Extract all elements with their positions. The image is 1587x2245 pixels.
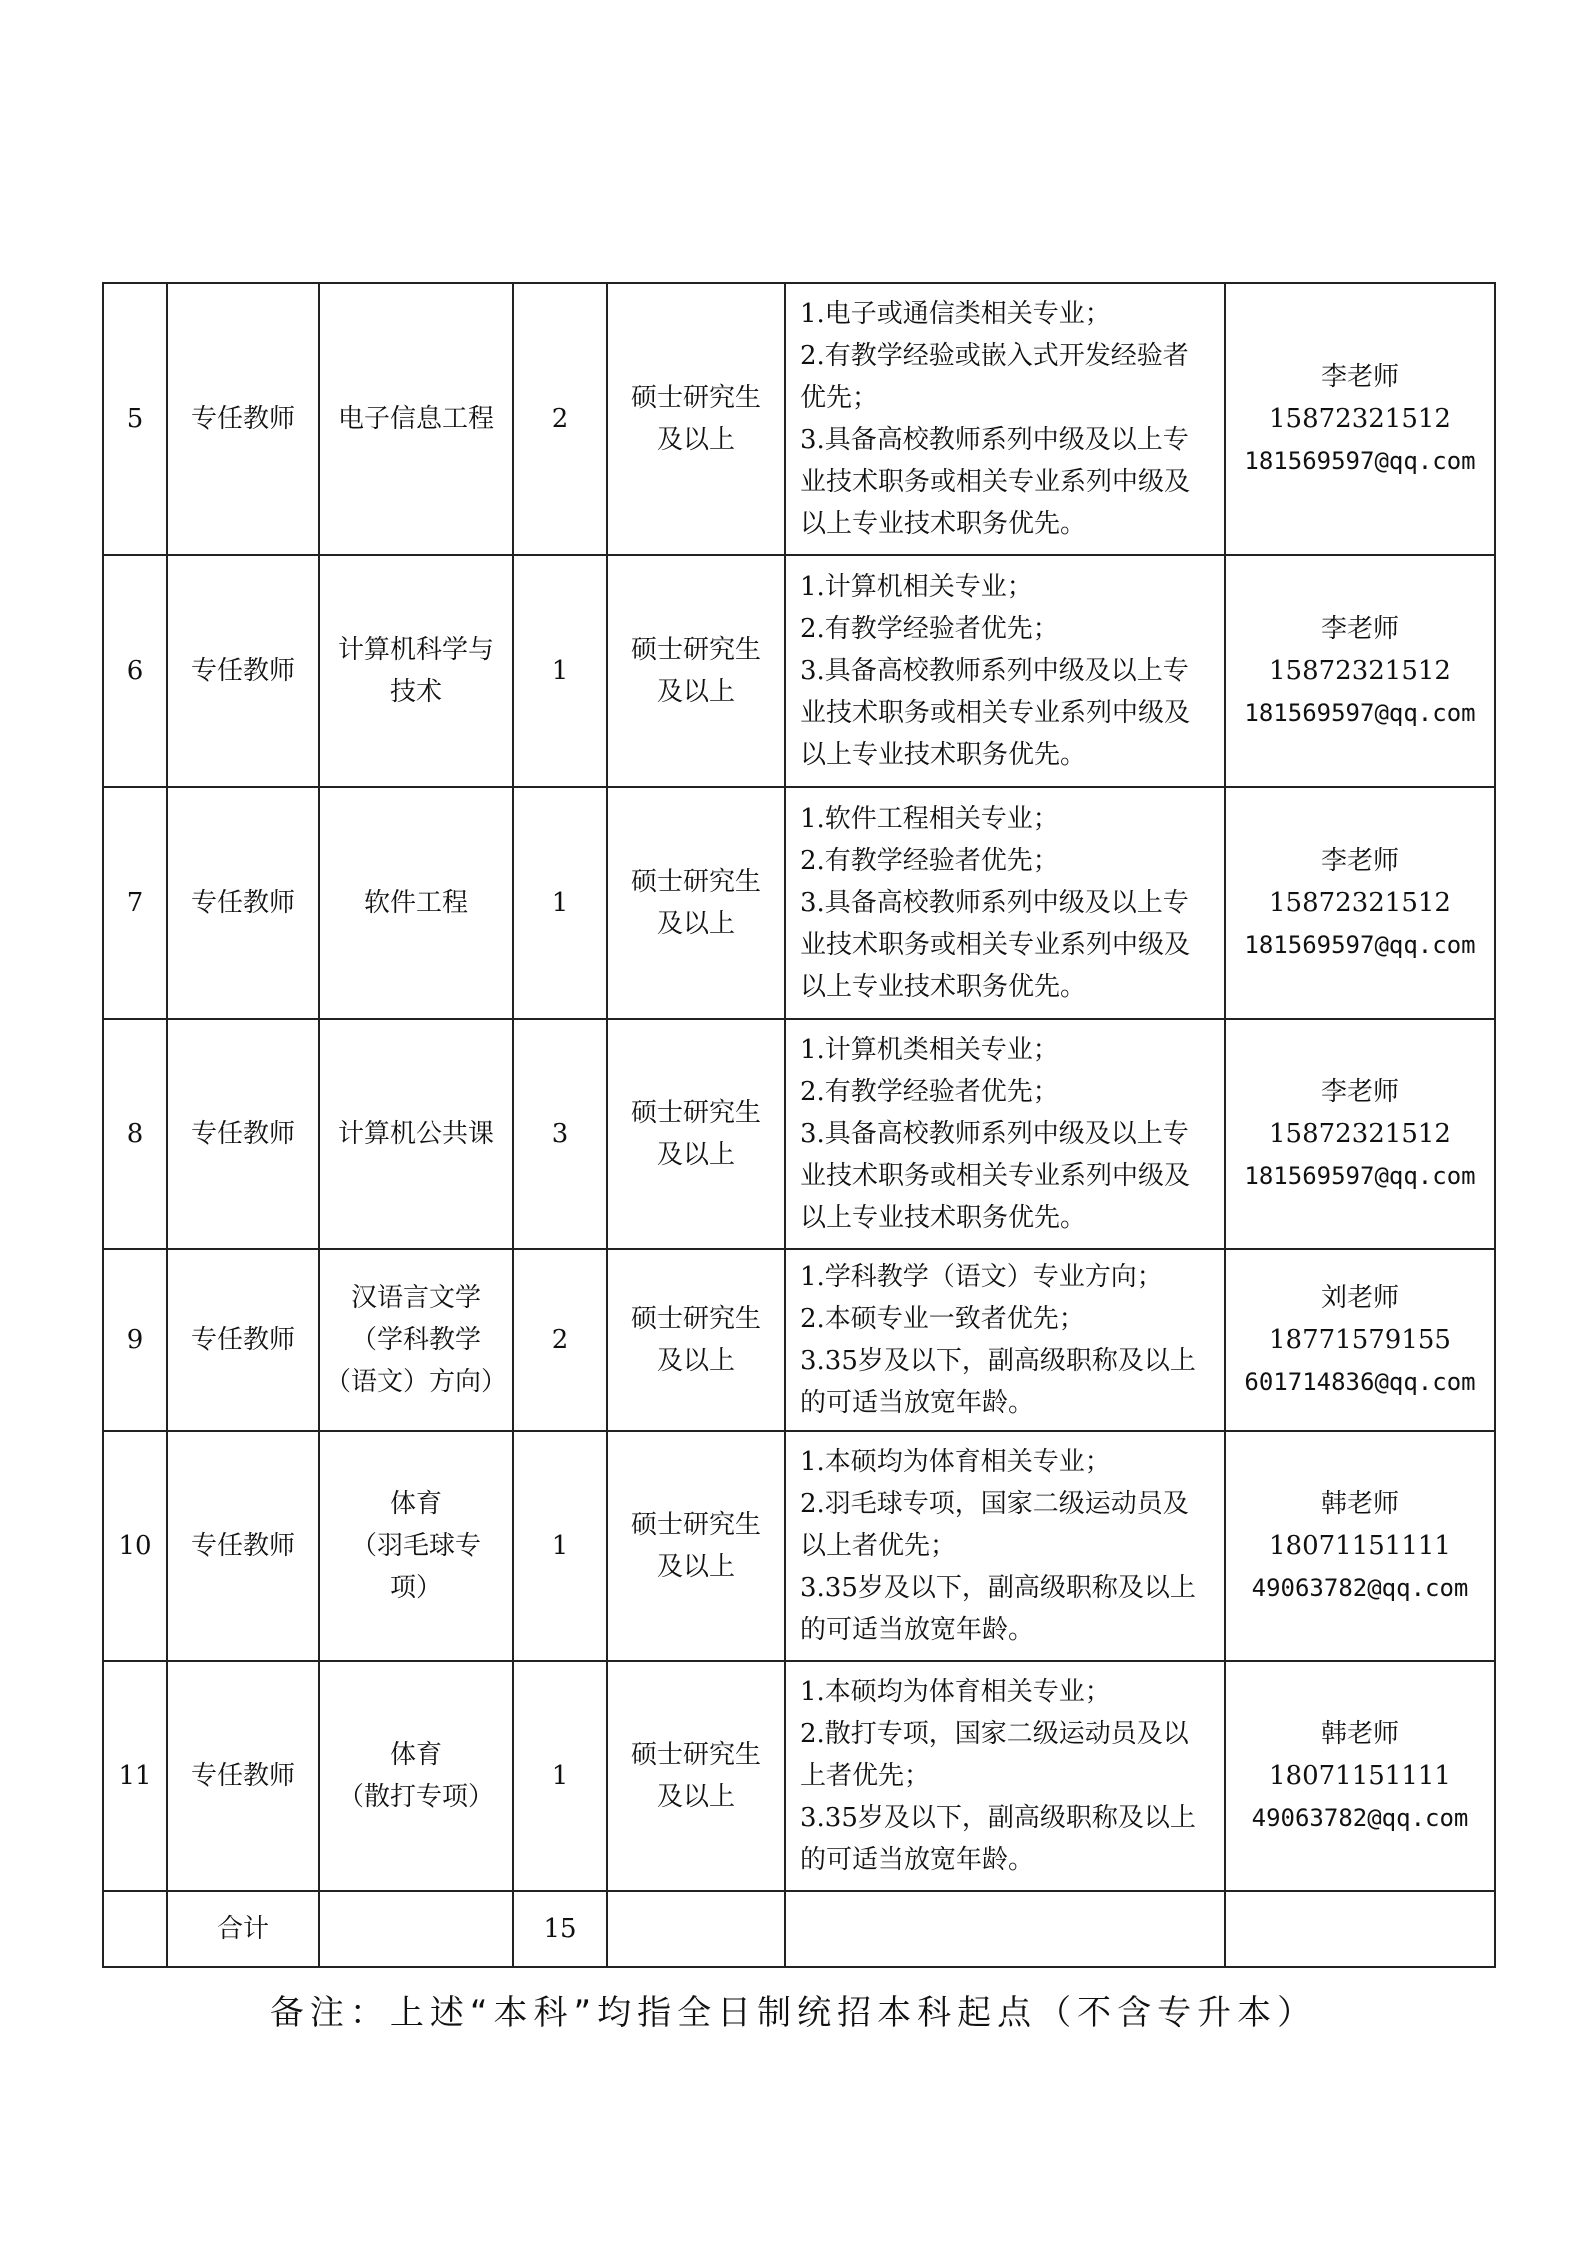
table-row <box>103 1249 1495 1431</box>
contact-name: 韩老师 <box>1320 1719 1399 1749</box>
major-line: （语文）方向） <box>324 1367 507 1397</box>
education-cell <box>607 283 785 555</box>
requirement-item: 1.电子或通信类相关专业； <box>800 299 1111 329</box>
contact-email: 181569597@qq.com <box>1244 699 1476 727</box>
major-line: （学科教学 <box>350 1325 481 1355</box>
requirements-cell <box>785 1019 1225 1249</box>
empty-cell <box>103 1891 167 1967</box>
table-row <box>103 1019 1495 1249</box>
requirement-item: 3.具备高校教师系列中级及以上专业技术职务或相关专业系列中级及以上专业技术职务优先。 <box>800 425 1191 539</box>
position-cell: 专任教师 <box>167 787 319 1019</box>
education-line: 硕士研究生 <box>630 1098 761 1128</box>
requirement-item: 3.具备高校教师系列中级及以上专业技术职务或相关专业系列中级及以上专业技术职务优先。 <box>800 888 1191 1002</box>
requirements-cell <box>785 1431 1225 1661</box>
education-cell <box>607 787 785 1019</box>
contact-phone: 15872321512 <box>1269 888 1451 918</box>
empty-cell <box>785 1891 1225 1967</box>
row-number: 5 <box>103 283 167 555</box>
count-cell: 3 <box>513 1019 607 1249</box>
contact-cell <box>1225 283 1495 555</box>
education-line: 及以上 <box>656 909 735 939</box>
requirement-item: 2.有教学经验或嵌入式开发经验者优先； <box>800 341 1189 413</box>
count-cell: 2 <box>513 1249 607 1431</box>
table-row <box>103 1661 1495 1891</box>
position-cell: 专任教师 <box>167 1431 319 1661</box>
education-cell <box>607 1431 785 1661</box>
contact-name: 李老师 <box>1320 362 1399 392</box>
major-line: 体育 <box>389 1740 442 1770</box>
contact-email: 49063782@qq.com <box>1251 1804 1469 1832</box>
empty-cell <box>607 1891 785 1967</box>
education-cell <box>607 1019 785 1249</box>
contact-phone: 18771579155 <box>1269 1325 1451 1355</box>
requirement-item: 2.有教学经验者优先； <box>800 614 1059 644</box>
contact-phone: 15872321512 <box>1269 1119 1451 1149</box>
table-row <box>103 787 1495 1019</box>
major-line: 计算机科学与 <box>337 635 494 665</box>
contact-phone: 18071151111 <box>1269 1761 1451 1791</box>
requirement-item: 3.35岁及以下，副高级职称及以上的可适当放宽年龄。 <box>800 1803 1196 1875</box>
count-cell: 1 <box>513 787 607 1019</box>
contact-email: 601714836@qq.com <box>1244 1368 1476 1396</box>
contact-email: 49063782@qq.com <box>1251 1574 1469 1602</box>
requirement-item: 1.本硕均为体育相关专业； <box>800 1677 1111 1707</box>
education-cell <box>607 1249 785 1431</box>
total-label: 合计 <box>167 1891 319 1967</box>
education-line: 硕士研究生 <box>630 635 761 665</box>
major-line: 汉语言文学 <box>350 1283 481 1313</box>
table-body <box>103 283 1495 1967</box>
education-line: 及以上 <box>656 1140 735 1170</box>
contact-cell <box>1225 1661 1495 1891</box>
position-cell: 专任教师 <box>167 1661 319 1891</box>
major-cell <box>319 1661 513 1891</box>
education-line: 硕士研究生 <box>630 383 761 413</box>
contact-phone: 15872321512 <box>1269 404 1451 434</box>
row-number: 11 <box>103 1661 167 1891</box>
major-line: 电子信息工程 <box>337 404 494 434</box>
major-line: （羽毛球专 <box>350 1531 481 1561</box>
requirements-cell <box>785 283 1225 555</box>
education-line: 及以上 <box>656 1346 735 1376</box>
major-cell <box>319 1019 513 1249</box>
education-line: 及以上 <box>656 1782 735 1812</box>
major-line: 技术 <box>389 677 442 707</box>
total-count: 15 <box>513 1891 607 1967</box>
requirement-item: 1.本硕均为体育相关专业； <box>800 1447 1111 1477</box>
requirement-item: 3.具备高校教师系列中级及以上专业技术职务或相关专业系列中级及以上专业技术职务优先。 <box>800 1119 1191 1233</box>
major-cell <box>319 787 513 1019</box>
requirement-item: 1.计算机类相关专业； <box>800 1035 1059 1065</box>
count-cell: 1 <box>513 555 607 787</box>
education-line: 硕士研究生 <box>630 867 761 897</box>
contact-email: 181569597@qq.com <box>1244 931 1476 959</box>
requirement-item: 1.学科教学（语文）专业方向； <box>800 1262 1163 1292</box>
contact-name: 李老师 <box>1320 846 1399 876</box>
contact-cell <box>1225 787 1495 1019</box>
requirements-cell <box>785 787 1225 1019</box>
requirement-item: 1.计算机相关专业； <box>800 572 1033 602</box>
major-cell <box>319 283 513 555</box>
requirement-item: 2.散打专项，国家二级运动员及以上者优先； <box>800 1719 1189 1791</box>
contact-phone: 18071151111 <box>1269 1531 1451 1561</box>
count-cell: 1 <box>513 1661 607 1891</box>
row-number: 9 <box>103 1249 167 1431</box>
position-cell: 专任教师 <box>167 1019 319 1249</box>
major-cell <box>319 555 513 787</box>
empty-cell <box>319 1891 513 1967</box>
education-line: 硕士研究生 <box>630 1740 761 1770</box>
major-line: 体育 <box>389 1489 442 1519</box>
table-row <box>103 283 1495 555</box>
row-number: 7 <box>103 787 167 1019</box>
major-cell <box>319 1431 513 1661</box>
requirement-item: 3.35岁及以下，副高级职称及以上的可适当放宽年龄。 <box>800 1573 1196 1645</box>
major-line: （散打专项） <box>337 1782 494 1812</box>
contact-name: 韩老师 <box>1320 1489 1399 1519</box>
position-cell: 专任教师 <box>167 555 319 787</box>
count-cell: 2 <box>513 283 607 555</box>
contact-cell <box>1225 555 1495 787</box>
education-cell <box>607 555 785 787</box>
contact-cell <box>1225 1019 1495 1249</box>
education-cell <box>607 1661 785 1891</box>
contact-email: 181569597@qq.com <box>1244 447 1476 475</box>
footnote: 备注：上述“本科”均指全日制统招本科起点（不含专升本） <box>269 1993 1318 2033</box>
contact-name: 刘老师 <box>1320 1283 1399 1313</box>
major-line: 计算机公共课 <box>337 1119 494 1149</box>
contact-cell <box>1225 1249 1495 1431</box>
table-row <box>103 555 1495 787</box>
contact-name: 李老师 <box>1320 1077 1399 1107</box>
empty-cell <box>1225 1891 1495 1967</box>
contact-phone: 15872321512 <box>1269 656 1451 686</box>
education-line: 硕士研究生 <box>630 1510 761 1540</box>
total-row <box>103 1891 1495 1967</box>
requirements-cell <box>785 555 1225 787</box>
requirement-item: 2.有教学经验者优先； <box>800 846 1059 876</box>
table-row <box>103 1431 1495 1661</box>
requirement-item: 2.本硕专业一致者优先； <box>800 1304 1085 1334</box>
education-line: 及以上 <box>656 1552 735 1582</box>
requirement-item: 3.具备高校教师系列中级及以上专业技术职务或相关专业系列中级及以上专业技术职务优先。 <box>800 656 1191 770</box>
recruitment-table <box>102 282 1496 1968</box>
requirement-item: 3.35岁及以下，副高级职称及以上的可适当放宽年龄。 <box>800 1346 1196 1418</box>
position-cell: 专任教师 <box>167 283 319 555</box>
requirements-cell <box>785 1249 1225 1431</box>
education-line: 硕士研究生 <box>630 1304 761 1334</box>
count-cell: 1 <box>513 1431 607 1661</box>
major-line: 软件工程 <box>363 888 468 918</box>
row-number: 10 <box>103 1431 167 1661</box>
major-line: 项） <box>389 1573 442 1603</box>
position-cell: 专任教师 <box>167 1249 319 1431</box>
education-line: 及以上 <box>656 677 735 707</box>
row-number: 8 <box>103 1019 167 1249</box>
education-line: 及以上 <box>656 425 735 455</box>
contact-email: 181569597@qq.com <box>1244 1162 1476 1190</box>
requirement-item: 1.软件工程相关专业； <box>800 804 1059 834</box>
requirement-item: 2.羽毛球专项，国家二级运动员及以上者优先； <box>800 1489 1189 1561</box>
requirement-item: 2.有教学经验者优先； <box>800 1077 1059 1107</box>
major-cell <box>319 1249 513 1431</box>
row-number: 6 <box>103 555 167 787</box>
requirements-cell <box>785 1661 1225 1891</box>
contact-name: 李老师 <box>1320 614 1399 644</box>
contact-cell <box>1225 1431 1495 1661</box>
